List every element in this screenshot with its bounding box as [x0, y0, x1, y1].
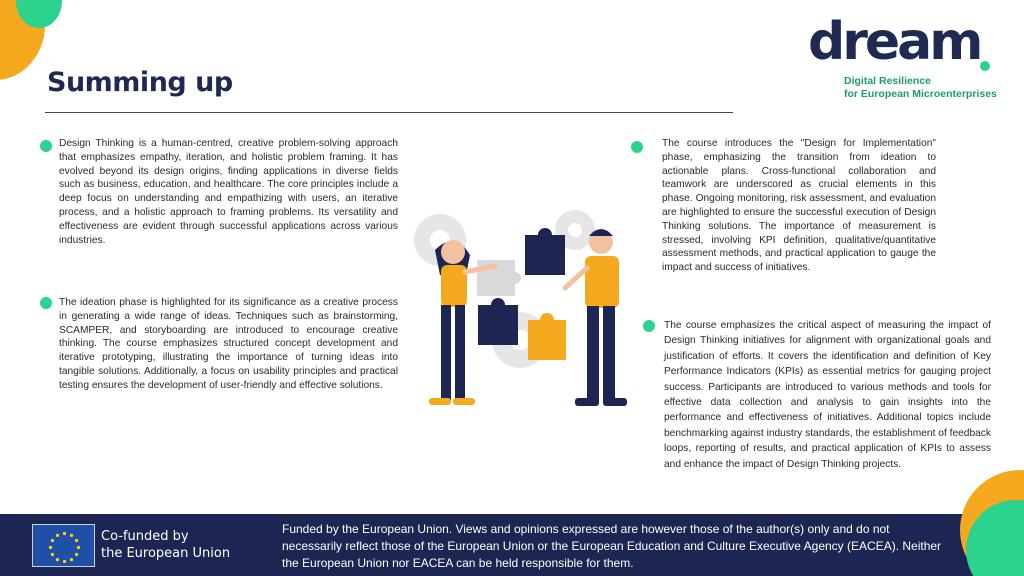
footer-bar: [0, 514, 1024, 576]
bullet-dot-icon: [40, 140, 52, 152]
paragraph-implementation: The course introduces the "Design for Implementation" phase, emphasizing the transition from ideation to actionable plans. Cross-functional collaboration and teamwork are underscored as crucial elements in this phase. Ongoing monitoring, risk assessment, and evaluation are highlighted to ensure the successful execution of Design Thinking solutions. The importance of measurement is stressed, involving KPI definition, qualitative/quantitative assessment methods, and practical application to gauge the impact and success of initiatives.: [662, 138, 936, 274]
funding-disclaimer: Funded by the European Union. Views and opinions expressed are however those of the author(s) only and do not necessarily reflect those of the European Union or the European Education and Culture Executive Agency (EACEA). Neither the European Union nor EACEA can be held responsible for them.: [282, 522, 942, 570]
dream-logo: [808, 12, 998, 100]
logo-subtitle-2: for European Microenterprises: [844, 88, 997, 100]
logo-dot: [980, 61, 990, 71]
bullet-dot-icon: [40, 297, 52, 309]
logo-wordmark: dream: [808, 12, 981, 72]
eu-cofunded-line2: the European Union: [101, 546, 231, 561]
page-title: Summing up: [47, 67, 233, 98]
title-divider: [45, 112, 733, 113]
logo-subtitle-1: Digital Resilience: [844, 75, 931, 87]
bullet-dot-icon: [631, 141, 643, 153]
paragraph-ideation: The ideation phase is highlighted for its significance as a creative process in generating a wide range of ideas. Techniques such as brainstorming, SCAMPER, and storyboarding are introduced to encourage creative thinking. The course emphasizes structured concept development and iterative prototyping, illustrating the importance of turning ideas into tangible solutions. Additionally, a focus on usability principles and practical testing ensures the development of user-friendly and effective solutions.: [59, 297, 398, 391]
eu-cofunded-line1: Co-funded by: [101, 529, 189, 544]
eu-flag-icon: [32, 524, 95, 567]
paragraph-measurement: The course emphasizes the critical aspect of measuring the impact of Design Thinking initiatives for alignment with organizational goals and justification of efforts. It covers the identification and definition of Key Performance Indicators (KPIs) as essential metrics for gauging project success. Participants are introduced to various methods and tools for effective data collection and analysis to gain insights into the performance and effectiveness of initiatives. Additional topics include benchmarking against industry standards, the establishment of feedback loops, reporting of results, and practical application of KPIs to assess and enhance the impact of Design Thinking projects.: [664, 320, 991, 470]
man-figure-icon: [565, 229, 627, 406]
puzzle-people-illustration: [405, 190, 645, 420]
paragraph-design-thinking: Design Thinking is a human-centred, creative problem-solving approach that emphasizes empathy, iteration, and holistic problem framing. It has evolved beyond its design origins, finding applications in diverse fields such as business, education, and healthcare. The core principles include a deep focus on understanding and empathizing with users, an iterative process, and a holistic approach to framing problems. Its versatility and effectiveness are evident through successful applications across various industries.: [59, 138, 398, 246]
